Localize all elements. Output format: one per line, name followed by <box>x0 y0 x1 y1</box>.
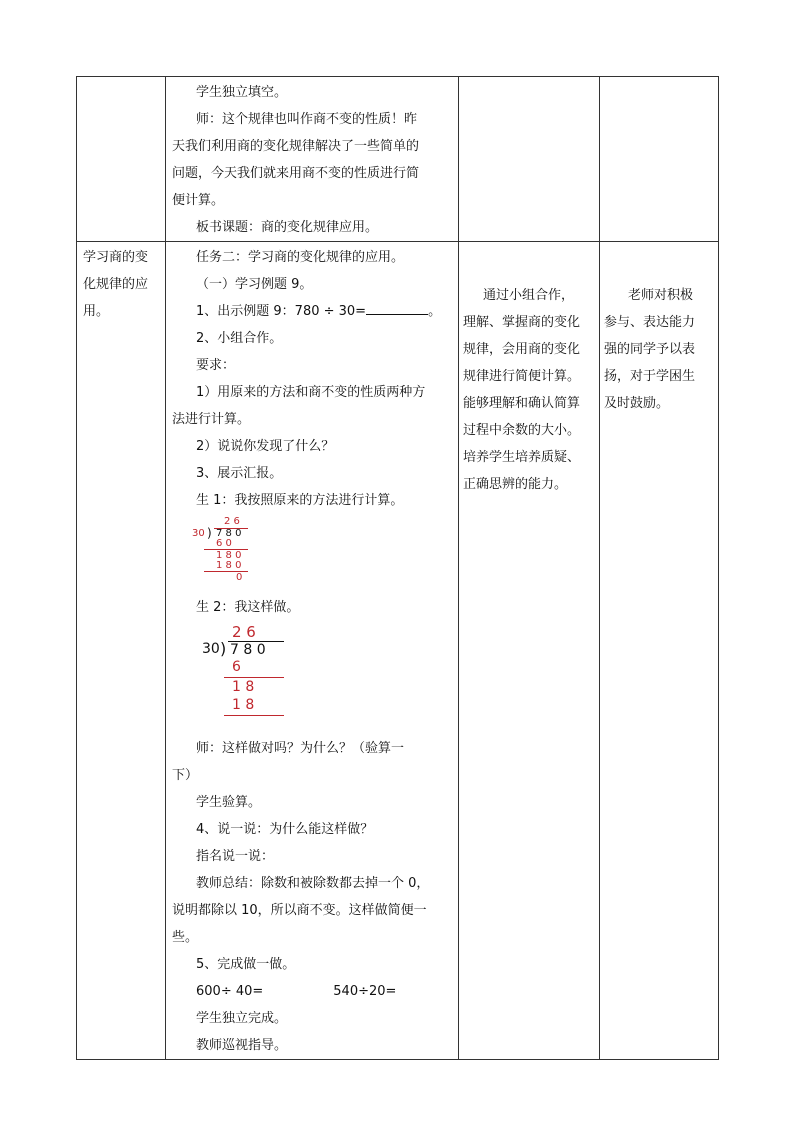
intent-line: 规律，会用商的变化 <box>463 342 581 357</box>
text-line: 4、说一说：为什么能这样做？ <box>196 822 374 837</box>
text-line: 学生独立填空。 <box>196 85 288 100</box>
evaluation-line: 扬，对于学困生 <box>604 369 696 384</box>
intent-cell <box>459 77 600 242</box>
text-line: 便计算。 <box>172 193 225 208</box>
text-line: （一）学习例题 9。 <box>196 277 313 292</box>
divisor: 30 <box>192 528 205 539</box>
text-line: 3、展示汇报。 <box>196 466 283 481</box>
answer-blank <box>366 301 428 315</box>
evaluation-line: 参与、表达能力 <box>604 315 696 330</box>
example-end: 。 <box>428 304 442 319</box>
intent-line: 培养学生培养质疑、 <box>463 450 581 465</box>
stage-line: 化规律的应 <box>83 277 149 292</box>
text-line: 说明都除以 10，所以商不变。这样做简便一 <box>172 903 427 918</box>
lesson-plan-table <box>76 76 719 1060</box>
text-line: 5、完成做一做。 <box>196 957 296 972</box>
dividend: 7 8 0 <box>230 642 266 658</box>
text-line: 教师巡视指导。 <box>196 1038 288 1053</box>
text-line: 下） <box>172 768 199 783</box>
long-division-2 <box>202 621 458 719</box>
activity-cell <box>166 242 459 1060</box>
subtract-line <box>224 715 284 716</box>
intent-line: 过程中余数的大小。 <box>463 423 581 438</box>
evaluation-cell <box>600 242 719 1060</box>
practice-questions <box>166 978 458 1005</box>
product-2: 1 8 <box>232 697 255 713</box>
text-line: 师：这个规律也叫作商不变的性质！昨 <box>196 112 418 127</box>
intent-cell <box>459 242 600 1060</box>
stage-cell <box>77 242 166 1060</box>
example-line <box>166 298 458 325</box>
product-1: 6 0 <box>216 538 232 549</box>
remainder-1: 1 8 <box>232 679 255 695</box>
intent-line: 规律进行简便计算。 <box>463 369 581 384</box>
division-bracket: ) <box>207 526 212 540</box>
text-line: 天我们利用商的变化规律解决了一些简单的 <box>172 139 420 154</box>
quotient: 2 6 <box>224 516 240 527</box>
question-2: 540÷20= <box>333 984 397 999</box>
quotient: 2 6 <box>232 623 256 641</box>
long-division-1 <box>192 514 458 582</box>
table-row <box>77 77 719 242</box>
task-title: 任务二：学习商的变化规律的应用。 <box>196 250 405 265</box>
text-line: 问题，今天我们就来用商不变的性质进行简 <box>172 166 420 181</box>
division-bracket: ) <box>220 639 227 658</box>
divisor: 30 <box>202 641 220 657</box>
dividend: 7 8 0 <box>216 528 242 539</box>
text-line: 些。 <box>172 930 199 945</box>
evaluation-line: 强的同学予以表 <box>604 342 696 357</box>
table-row <box>77 242 719 1060</box>
text-line: 生 2：我这样做。 <box>196 600 300 615</box>
text-line: 2、小组合作。 <box>196 331 283 346</box>
evaluation-line: 及时鼓励。 <box>604 396 670 411</box>
text-line: 师：这样做对吗？为什么？（验算一 <box>196 741 405 756</box>
example-text: 1、出示例题 9：780 ÷ 30= <box>196 304 367 319</box>
intent-line: 理解、掌握商的变化 <box>463 315 581 330</box>
text-line: 生 1：我按照原来的方法进行计算。 <box>196 493 404 508</box>
evaluation-line: 老师对积极 <box>628 288 694 303</box>
text-line: 法进行计算。 <box>172 412 251 427</box>
stage-line: 用。 <box>83 304 110 319</box>
subtract-line <box>224 677 284 678</box>
remainder: 0 <box>236 572 243 583</box>
intent-line: 通过小组合作， <box>483 288 575 303</box>
text-line: 学生独立完成。 <box>196 1011 288 1026</box>
text-line: 学生验算。 <box>196 795 262 810</box>
product-1: 6 <box>232 659 241 675</box>
stage-cell <box>77 77 166 242</box>
stage-line: 学习商的变 <box>83 250 149 265</box>
intent-line: 正确思辨的能力。 <box>463 477 568 492</box>
product-2: 1 8 0 <box>216 560 242 571</box>
text-line: 要求： <box>196 358 236 373</box>
text-line: 2）说说你发现了什么？ <box>196 439 335 454</box>
text-line: 1）用原来的方法和商不变的性质两种方 <box>196 385 426 400</box>
intent-line: 能够理解和确认简算 <box>463 396 581 411</box>
text-line: 板书课题：商的变化规律应用。 <box>196 220 379 235</box>
remainder-1: 1 8 0 <box>216 550 242 561</box>
activity-cell <box>166 77 459 242</box>
text-line: 指名说一说： <box>196 849 275 864</box>
question-1: 600÷ 40= <box>196 984 264 999</box>
evaluation-cell <box>600 77 719 242</box>
text-line: 教师总结：除数和被除数都去掉一个 0， <box>196 876 430 891</box>
